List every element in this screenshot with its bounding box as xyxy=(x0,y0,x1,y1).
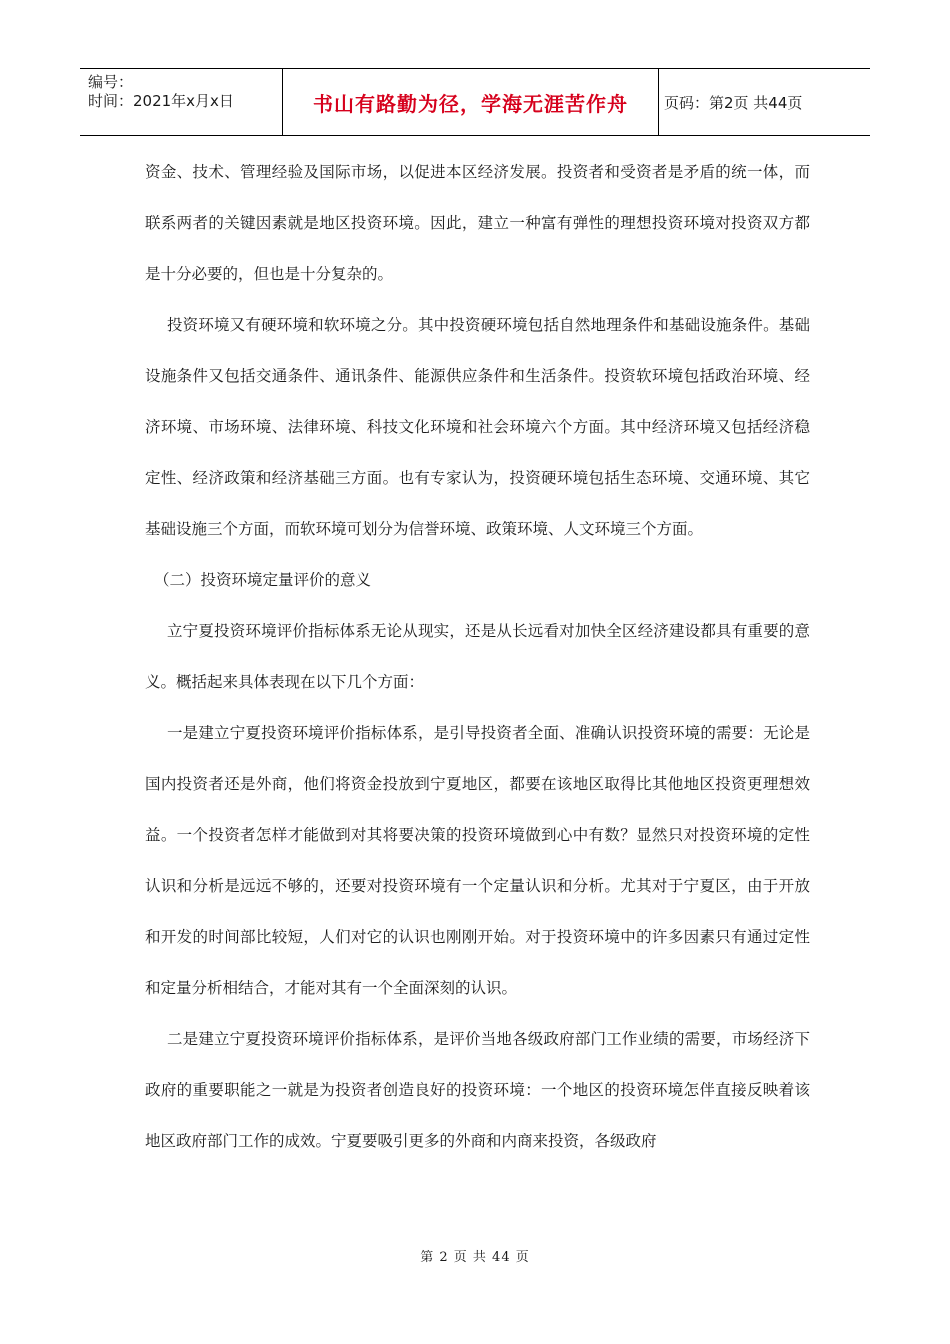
header-page-info: 页码：第2页 共44页 xyxy=(664,93,803,112)
paragraph: 二是建立宁夏投资环境评价指标体系，是评价当地各级政府部门工作业绩的需要，市场经济下政府的重要职能之一就是为投资者创造良好的投资环境：一个地区的投资环境怎伴直接反映着该地区政府部门工作的成效。宁夏要吸引更多的外商和内商来投资，各级政府 xyxy=(145,1030,810,1150)
header-motto: 书山有路勤为径，学海无涯苦作舟 xyxy=(313,91,628,116)
header-divider xyxy=(658,69,659,135)
paragraph: 投资环境又有硬环境和软环境之分。其中投资硬环境包括自然地理条件和基础设施条件。基础设施条件又包括交通条件、通讯条件、能源供应条件和生活条件。投资软环境包括政治环境、经济环境、市场环境、法律环境、科技文化环境和社会环境六个方面。其中经济环境又包括经济稳定性、经济政策和经济基础三方面。也有专家认为，投资硬环境包括生态环境、交通环境、其它基础设施三个方面，而软环境可划分为信誉环境、政策环境、人文环境三个方面。 xyxy=(145,316,810,538)
section-heading: （二）投资环境定量评价的意义 xyxy=(154,571,372,589)
document-body xyxy=(145,147,810,1167)
paragraph: 资金、技术、管理经验及国际市场，以促进本区经济发展。投资者和受资者是矛盾的统一体，而联系两者的关键因素就是地区投资环境。因此，建立一种富有弹性的理想投资环境对投资双方都是十分必要的，但也是十分复杂的。 xyxy=(145,163,810,283)
page-header xyxy=(80,68,870,136)
date-label: 时间：2021年x月x日 xyxy=(88,92,234,110)
paragraph: 一是建立宁夏投资环境评价指标体系，是引导投资者全面、准确认识投资环境的需要：无论是国内投资者还是外商，他们将资金投放到宁夏地区，都要在该地区取得比其他地区投资更理想效益。一个投资者怎样才能做到对其将要决策的投资环境做到心中有数？显然只对投资环境的定性认识和分析是远远不够的，还要对投资环境有一个定量认识和分析。尤其对于宁夏区，由于开放和开发的时间部比较短，人们对它的认识也刚刚开始。对于投资环境中的许多因素只有通过定性和定量分析相结合，才能对其有一个全面深刻的认识。 xyxy=(145,724,810,997)
serial-number-label: 编号： xyxy=(88,73,134,91)
paragraph: 立宁夏投资环境评价指标体系无论从现实，还是从长远看对加快全区经济建设都具有重要的意义。概括起来具体表现在以下几个方面： xyxy=(145,622,810,691)
page-footer: 第 2 页 共 44 页 xyxy=(420,1250,530,1265)
header-meta xyxy=(80,69,282,135)
